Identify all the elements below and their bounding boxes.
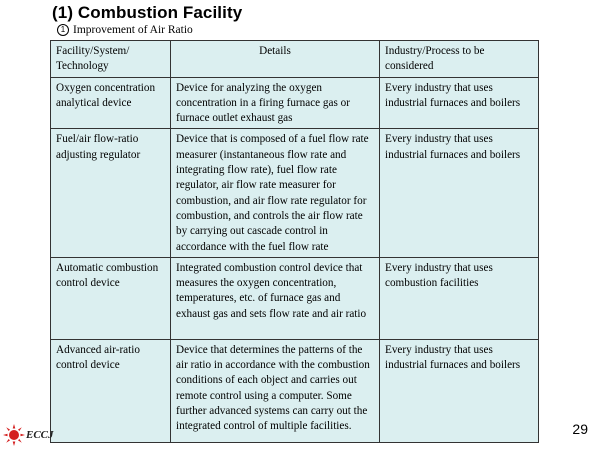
page-number: 29 <box>572 421 588 437</box>
header-details: Details <box>171 41 380 78</box>
table-row <box>51 129 539 257</box>
table-header-row <box>51 41 539 78</box>
sun-icon <box>3 424 25 446</box>
eccj-logo <box>3 424 63 448</box>
table-row <box>51 339 539 442</box>
header-facility: Facility/System/ Technology <box>51 41 171 78</box>
cell-details: Device that determines the patterns of the air ratio in accordance with the combustion conditions of each object and carries out remote control using a computer. Some further advanced systems can carry out the integrated control of multiple facilities. <box>171 339 380 442</box>
circled-number: 1 <box>57 24 69 36</box>
logo-text: ECCJ <box>26 429 54 441</box>
cell-facility: Advanced air-ratio control device <box>51 339 171 442</box>
cell-industry: Every industry that uses industrial furnaces and boilers <box>380 129 539 257</box>
section-subtitle <box>57 24 193 36</box>
table-row <box>51 77 539 129</box>
cell-facility: Oxygen concentration analytical device <box>51 77 171 129</box>
cell-industry: Every industry that uses combustion facilities <box>380 257 539 339</box>
header-industry: Industry/Process to be considered <box>380 41 539 78</box>
slide-title: (1) Combustion Facility <box>52 3 243 22</box>
cell-details: Device that is composed of a fuel flow rate measurer (instantaneous flow rate and integrating flow rate), fuel flow rate regulator, air flow rate measurer for combustion, and air flow rate regulator for combustion, and controls the air flow rate by carrying out cascade control in accordance with the fuel flow rate <box>171 129 380 257</box>
cell-industry: Every industry that uses industrial furnaces and boilers <box>380 339 539 442</box>
cell-details: Device for analyzing the oxygen concentration in a firing furnace gas or furnace outlet exhaust gas <box>171 77 380 129</box>
cell-facility: Automatic combustion control device <box>51 257 171 339</box>
subtitle-text: Improvement of Air Ratio <box>73 24 193 36</box>
cell-facility: Fuel/air flow-ratio adjusting regulator <box>51 129 171 257</box>
facility-table <box>50 40 539 443</box>
cell-details: Integrated combustion control device that measures the oxygen concentration, temperatures, etc. of furnace gas and exhaust gas and sets flow rate and air ratio <box>171 257 380 339</box>
table-row <box>51 257 539 339</box>
cell-industry: Every industry that uses industrial furnaces and boilers <box>380 77 539 129</box>
